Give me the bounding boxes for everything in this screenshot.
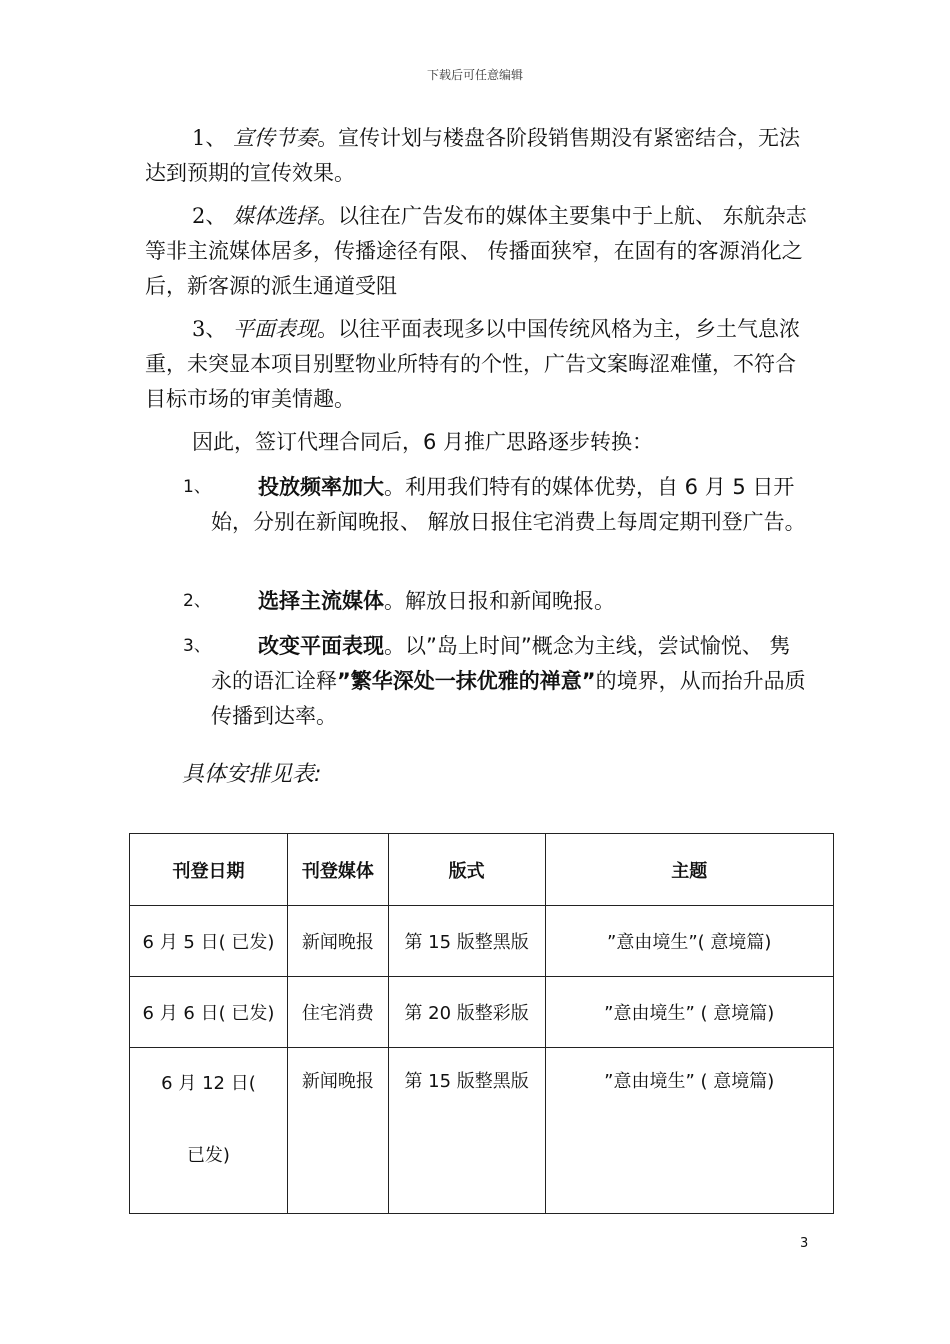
table-row xyxy=(130,1048,834,1214)
cell-media: 新闻晚报 xyxy=(287,906,388,977)
header-format: 版式 xyxy=(388,834,545,906)
table-note: 具体安排见表: xyxy=(182,762,322,787)
cell-theme: ”意由境生” ( 意境篇) xyxy=(545,977,834,1048)
list-title: 投放频率加大 xyxy=(258,475,384,499)
paragraph-title: 宣传节奏 xyxy=(233,126,318,150)
list-number: 1、 xyxy=(183,477,211,497)
cell-date: 6 月 6 日( 已发) xyxy=(130,977,288,1048)
list-number: 3、 xyxy=(183,636,211,656)
paragraph-number: 3、 xyxy=(192,317,227,341)
header-date: 刊登日期 xyxy=(130,834,288,906)
list-body: 。解放日报和新闻晚报。 xyxy=(384,589,615,613)
list-body: 。利用我们特有的媒体优势，自 6 月 5 日开始，分别在新闻晚报、 解放日报住宅消费上每周定期刊登广告。 xyxy=(211,475,806,534)
cell-theme: ”意由境生”( 意境篇) xyxy=(545,906,834,977)
list-number: 2、 xyxy=(183,591,211,611)
paragraph-text: 。以往在广告发布的媒体主要集中于上航、 东航杂志等非主流媒体居多，传播途径有限、 传播面狭窄，在固有的客源消化之后，新客源的派生通道受阻 xyxy=(145,204,807,298)
cell-media: 住宅消费 xyxy=(287,977,388,1048)
paragraph-number: 2、 xyxy=(192,204,227,228)
list-body: 。以”岛上时间”概念为主线，尝试愉悦、 隽永的语汇诠释 xyxy=(211,634,791,693)
list-bold-quote: ”繁华深处一抹优雅的禅意” xyxy=(337,669,596,693)
cell-format: 第 15 版整黑版 xyxy=(388,906,545,977)
cell-date: 6 月 5 日( 已发) xyxy=(130,906,288,977)
paragraph-number: 1、 xyxy=(192,126,227,150)
header-theme: 主题 xyxy=(545,834,834,906)
cell-theme-text: ”意由境生” ( 意境篇) xyxy=(604,1071,775,1092)
intro-line xyxy=(145,425,810,460)
paragraph-2 xyxy=(145,199,810,304)
list-body-end: 的境界，从而抬升品质传播到达率。 xyxy=(211,669,806,728)
schedule-table xyxy=(129,833,834,1214)
header-media: 刊登媒体 xyxy=(287,834,388,906)
cell-format xyxy=(388,1048,545,1214)
table-header-row xyxy=(130,834,834,906)
table-row xyxy=(130,906,834,977)
paragraph-title: 平面表现 xyxy=(233,317,318,341)
paragraph-title: 媒体选择 xyxy=(233,204,318,228)
cell-format-text: 第 15 版整黑版 xyxy=(404,1071,529,1092)
paragraph-1 xyxy=(145,121,810,191)
cell-format: 第 20 版整彩版 xyxy=(388,977,545,1048)
page-number: 3 xyxy=(800,1236,809,1251)
table-row xyxy=(130,977,834,1048)
list-text xyxy=(211,470,811,540)
page-header: 下载后可任意编辑 xyxy=(426,68,523,82)
list-title: 选择主流媒体 xyxy=(258,589,384,613)
list-text xyxy=(211,584,811,619)
cell-date xyxy=(130,1048,288,1214)
intro-text: 因此，签订代理合同后，6 月推广思路逐步转换： xyxy=(192,430,654,454)
list-text xyxy=(211,629,811,734)
cell-date-text: 6 月 12 日( 已发) xyxy=(161,1073,256,1166)
cell-theme xyxy=(545,1048,834,1214)
cell-media-text: 新闻晚报 xyxy=(301,1071,374,1092)
paragraph-3 xyxy=(145,312,810,417)
cell-media xyxy=(287,1048,388,1214)
paragraph-text: 。宣传计划与楼盘各阶段销售期没有紧密结合，无法达到预期的宣传效果。 xyxy=(145,126,801,185)
list-title: 改变平面表现 xyxy=(258,634,384,658)
paragraph-text: 。以往平面表现多以中国传统风格为主，乡土气息浓重，未突显本项目别墅物业所特有的个性，广告文案晦涩难懂，不符合目标市场的审美情趣。 xyxy=(145,317,801,411)
